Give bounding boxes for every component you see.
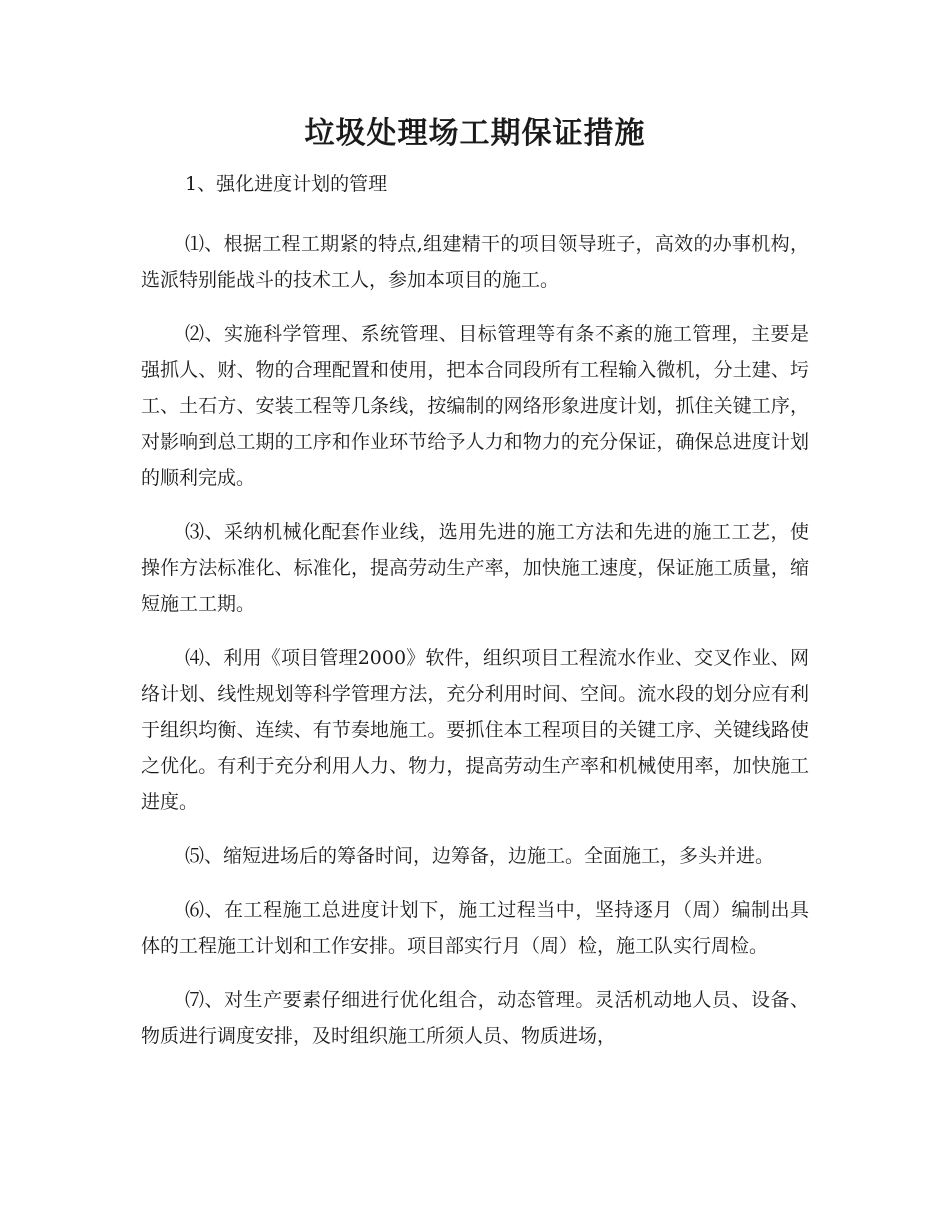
document-body (141, 166, 809, 1072)
paragraph-2: ⑵、实施科学管理、系统管理、目标管理等有条不紊的施工管理，主要是强抓人、财、物的合理配置和使用，把本合同段所有工程输入微机，分土建、圬工、土石方、安装工程等几条线，按编制的网络形象进度计划，抓住关键工序，对影响到总工期的工序和作业环节给予人力和物力的充分保证，确保总进度计划的顺利完成。 (141, 323, 809, 489)
paragraph-7: ⑺、对生产要素仔细进行优化组合，动态管理。灵活机动地人员、设备、物质进行调度安排，及时组织施工所须人员、物质进场， (141, 989, 809, 1047)
section-heading: 1、强化进度计划的管理 (185, 173, 388, 195)
paragraph-1: ⑴、根据工程工期紧的特点,组建精干的项目领导班子，高效的办事机构，选派特别能战斗的技术工人，参加本项目的施工。 (141, 233, 809, 291)
paragraph-6: ⑹、在工程施工总进度计划下，施工过程当中，坚持逐月（周）编制出具体的工程施工计划和工作安排。项目部实行月（周）检，施工队实行周检。 (141, 899, 809, 957)
document-title: 垃圾处理场工期保证措施 (304, 116, 646, 151)
paragraph-3: ⑶、采纳机械化配套作业线，选用先进的施工方法和先进的施工工艺，使操作方法标准化、标准化，提高劳动生产率，加快施工速度，保证施工质量，缩短施工工期。 (141, 521, 809, 615)
paragraph-5: ⑸、缩短进场后的筹备时间，边筹备，边施工。全面施工，多头并进。 (185, 845, 775, 867)
paragraph-4: ⑷、利用《项目管理2000》软件，组织项目工程流水作业、交叉作业、网络计划、线性规划等科学管理方法，充分利用时间、空间。流水段的划分应有利于组织均衡、连续、有节奏地施工。要抓住本工程项目的关键工序、关键线路使之优化。有利于充分利用人力、物力，提高劳动生产率和机械使用率，加快施工进度。 (141, 647, 809, 813)
